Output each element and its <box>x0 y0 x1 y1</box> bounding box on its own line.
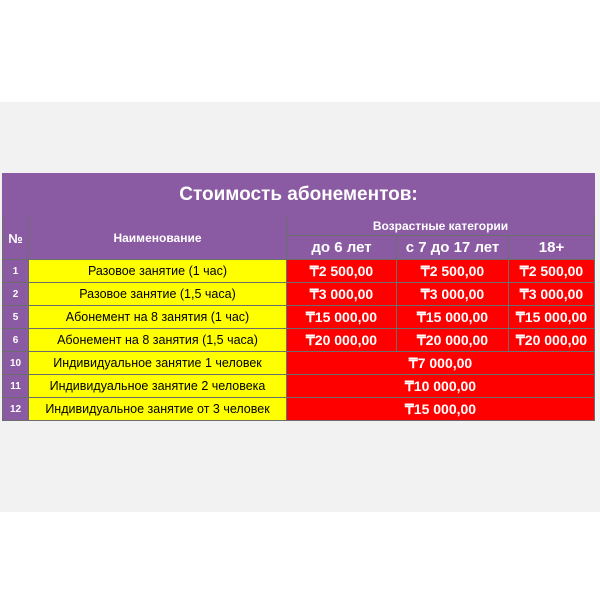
row-price: ₸20 000,00 <box>509 329 595 352</box>
row-number: 10 <box>3 352 29 375</box>
table-row <box>3 352 595 375</box>
row-number: 6 <box>3 329 29 352</box>
row-price-merged: ₸7 000,00 <box>287 352 595 375</box>
price-table-container <box>2 173 594 423</box>
header-category-7-17: с 7 до 17 лет <box>397 236 509 260</box>
header-category-18-plus: 18+ <box>509 236 595 260</box>
row-price-merged: ₸15 000,00 <box>287 398 595 421</box>
price-table <box>2 173 595 421</box>
row-price: ₸3 000,00 <box>509 283 595 306</box>
row-price: ₸3 000,00 <box>397 283 509 306</box>
table-row <box>3 283 595 306</box>
row-price: ₸15 000,00 <box>509 306 595 329</box>
row-number: 2 <box>3 283 29 306</box>
table-row <box>3 260 595 283</box>
row-price: ₸2 500,00 <box>509 260 595 283</box>
table-row <box>3 306 595 329</box>
table-row <box>3 329 595 352</box>
row-number: 1 <box>3 260 29 283</box>
table-row <box>3 398 595 421</box>
row-name: Индивидуальное занятие от 3 человек <box>29 398 287 421</box>
row-price: ₸3 000,00 <box>287 283 397 306</box>
row-price: ₸20 000,00 <box>287 329 397 352</box>
row-price: ₸2 500,00 <box>397 260 509 283</box>
header-category-under-6: до 6 лет <box>287 236 397 260</box>
row-price: ₸15 000,00 <box>397 306 509 329</box>
row-number: 5 <box>3 306 29 329</box>
row-number: 12 <box>3 398 29 421</box>
row-number: 11 <box>3 375 29 398</box>
table-row <box>3 375 595 398</box>
header-name: Наименование <box>29 217 287 260</box>
row-name: Разовое занятие (1 час) <box>29 260 287 283</box>
row-name: Индивидуальное занятие 1 человек <box>29 352 287 375</box>
row-name: Разовое занятие (1,5 часа) <box>29 283 287 306</box>
row-price-merged: ₸10 000,00 <box>287 375 595 398</box>
row-name: Индивидуальное занятие 2 человека <box>29 375 287 398</box>
row-price: ₸20 000,00 <box>397 329 509 352</box>
row-name: Абонемент на 8 занятия (1,5 часа) <box>29 329 287 352</box>
row-price: ₸15 000,00 <box>287 306 397 329</box>
row-price: ₸2 500,00 <box>287 260 397 283</box>
header-age-categories: Возрастные категории <box>287 217 595 236</box>
table-title: Стоимость абонементов: <box>3 174 595 217</box>
row-name: Абонемент на 8 занятия (1 час) <box>29 306 287 329</box>
header-number: № <box>3 217 29 260</box>
